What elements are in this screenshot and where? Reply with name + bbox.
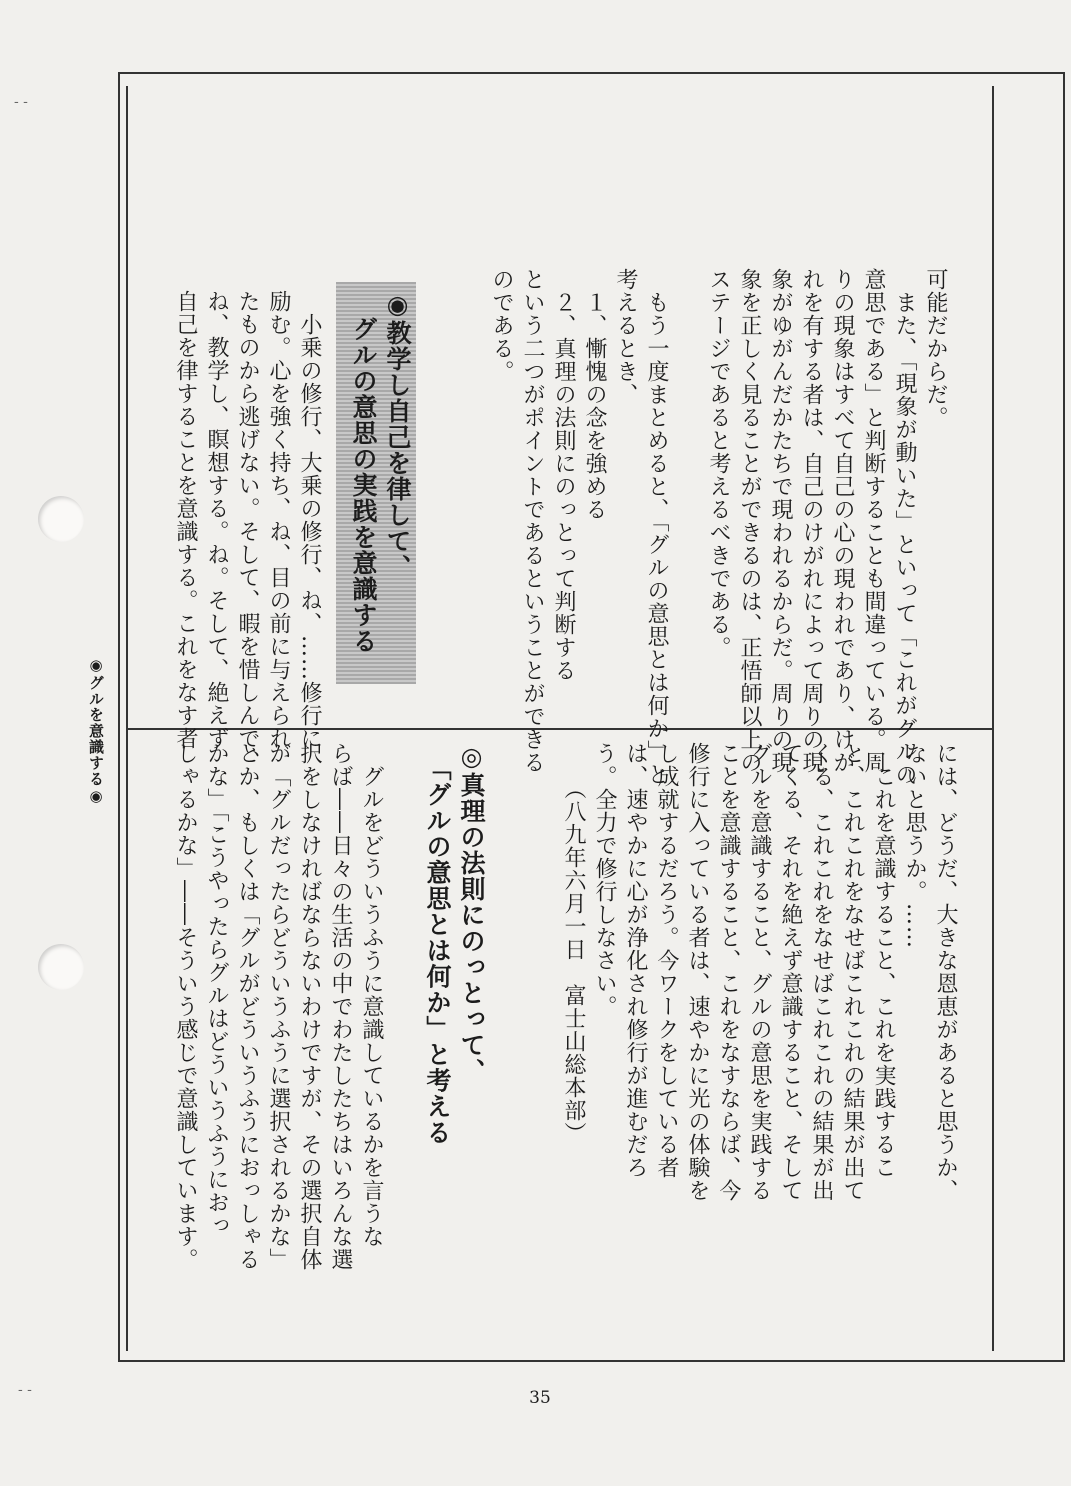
crop-mark-top: - -	[14, 94, 28, 110]
bottom-section-heading: ◎真理の法則にのっとって、 「グルの意思とは何か」と考える	[423, 742, 486, 1146]
page-number: 35	[529, 1388, 551, 1408]
bottom-main-text: には、どうだ、大きな恩恵があると思うか、 ないと思うか。…… これを意識すること、これを実践するこ と、これこれをなせばこれこれの結果が出て くる、これこれをなせばこれこれの結果が出 てくる、それを絶えず意識すること、そして グルを意識すること、グルの意思を実践する ことを意識すること、これをなすならば、今 修行に入っている者は、速やかに光の体験を し成就するだろう。今ワークをしている者 は、速やかに心が浄化され修行が進むだろ う。全力で修行しなさい。 （八九年六月一日 富士山総本部）	[561, 742, 958, 1202]
punch-hole-lower	[38, 944, 84, 990]
top-main-text: 可能だからだ。 また、「現象が動いた」といって「これがグルの 意思である」と判断することも間違っている。周 りの現象はすべて自己の心の現われであり、けが れを有する者は、自己のけがれによって周りの現 象がゆがんだかたちで現われるからだ。周りの現 象を正しく見ることができるのは、正悟師以上の ステージであると考えるべきである。 もう一度まとめると、「グルの意思とは何か」と 考えるとき、 １、慚愧の念を強める ２、真理の法則にのっとって判断する という二つがポイントであるということができる のである。	[489, 268, 948, 786]
punch-hole-upper	[38, 496, 84, 542]
top-body-text: 小乗の修行、大乗の修行、ね、……修行に 励む。心を強く持ち、ね、目の前に与えられ たものから逃げない。そして、暇を惜しんで、 ね、教学し、瞑想する。ね。そして、絶えず 自己を律することを意識する。これをなす者	[173, 290, 322, 773]
crop-mark-bottom: - -	[18, 1382, 32, 1398]
bottom-body-text: グルをどういうふうに意識しているかを言うな らば――日々の生活の中でわたしたちはいろんな選 択をしなければならないわけですが、その選択自体 が「グルだったらどういうふうに選択されるかな」 とか、もしくは「グルがどういうふうにおっしゃる かな」「こうやったらグルはどういうふうにおっ しゃるかな」――そういう感じで意識しています。	[173, 742, 384, 1271]
top-section-heading: ◉教学し自己を律して、 グルの意思の実践を意識する	[349, 290, 412, 654]
side-chapter-label: ◉グルを意識する◉	[87, 656, 105, 806]
